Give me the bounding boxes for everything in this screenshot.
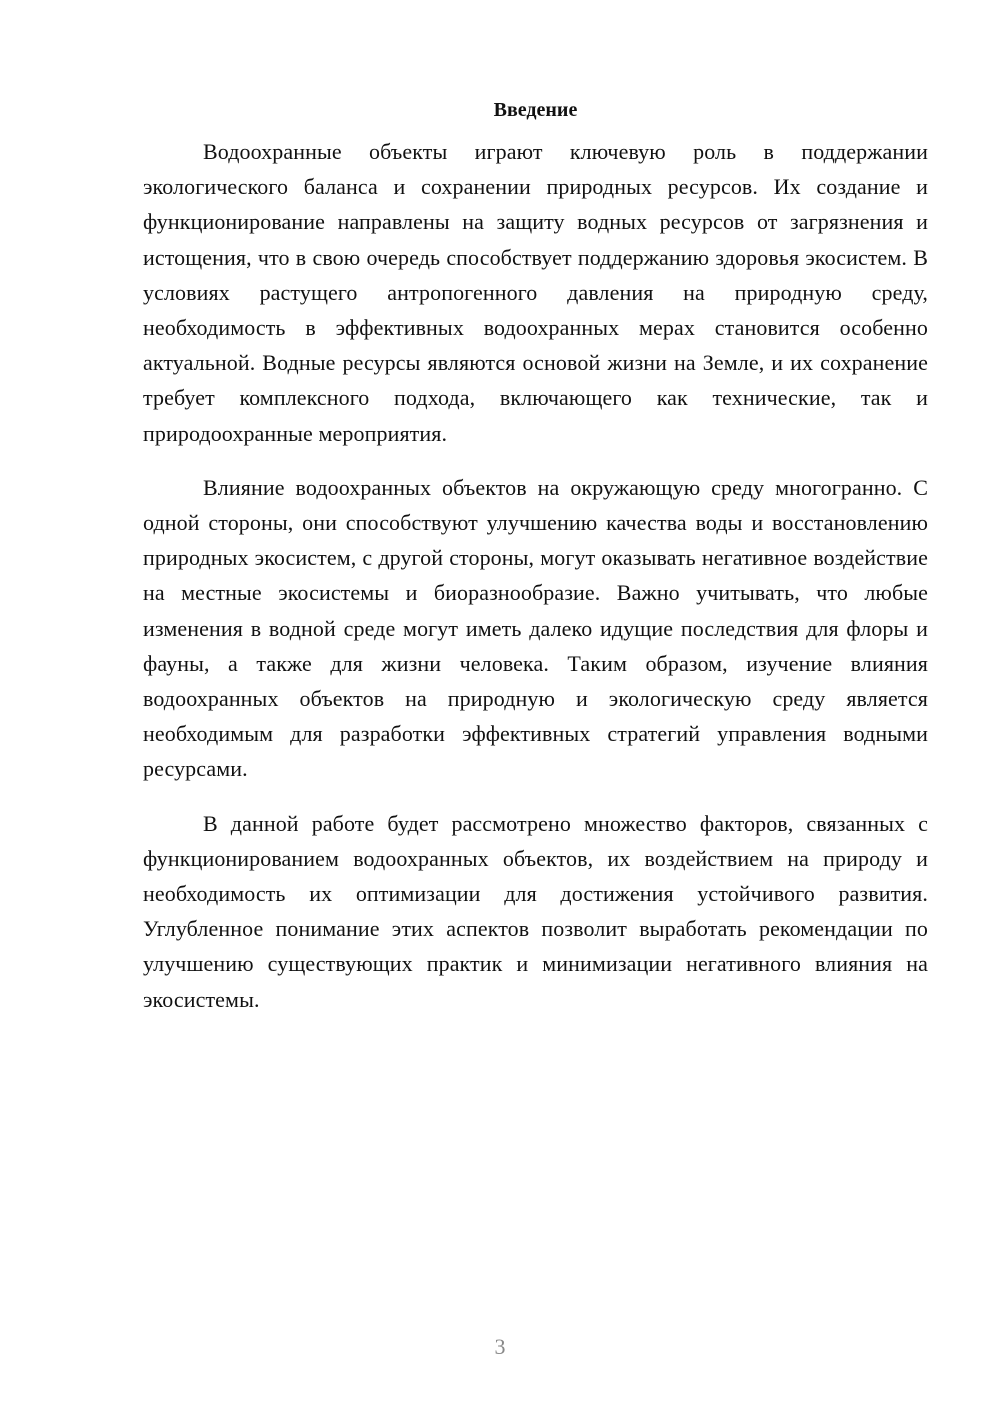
paragraph-3: В данной работе будет рассмотрено множество факторов, связанных с функционированием водоохранных объектов, их воздействием на природу и необходимость их оптимизации для достижения устойчивого развития. Углубленное понимание этих аспектов позволит выработать рекомендации по улучшению существующих практик и минимизации негативного влияния на экосистемы. [143, 810, 928, 1012]
page-number: 3 [494, 1334, 506, 1359]
document-body [143, 96, 928, 1017]
paragraph-1: Водоохранные объекты играют ключевую роль в поддержании экологического баланса и сохранении природных ресурсов. Их создание и функционирование направлены на защиту водных ресурсов от загрязнения и истощения, что в свою очередь способствует поддержанию здоровья экосистем. В условиях растущего антропогенного давления на природную среду, необходимость в эффективных водоохранных мерах становится особенно актуальной. Водные ресурсы являются основой жизни на Земле, и их сохранение требует комплексного подхода, включающего как технические, так и природоохранные мероприятия. [143, 139, 928, 446]
section-title: Введение [493, 99, 578, 121]
paragraph-2: Влияние водоохранных объектов на окружающую среду многогранно. С одной стороны, они способствуют улучшению качества воды и восстановлению природных экосистем, с другой стороны, могут оказывать негативное воздействие на местные экосистемы и биоразнообразие. Важно учитывать, что любые изменения в водной среде могут иметь далеко идущие последствия для флоры и фауны, а также для жизни человека. Таким образом, изучение влияния водоохранных объектов на природную и экологическую среду является необходимым для разработки эффективных стратегий управления водными ресурсами. [143, 474, 928, 782]
